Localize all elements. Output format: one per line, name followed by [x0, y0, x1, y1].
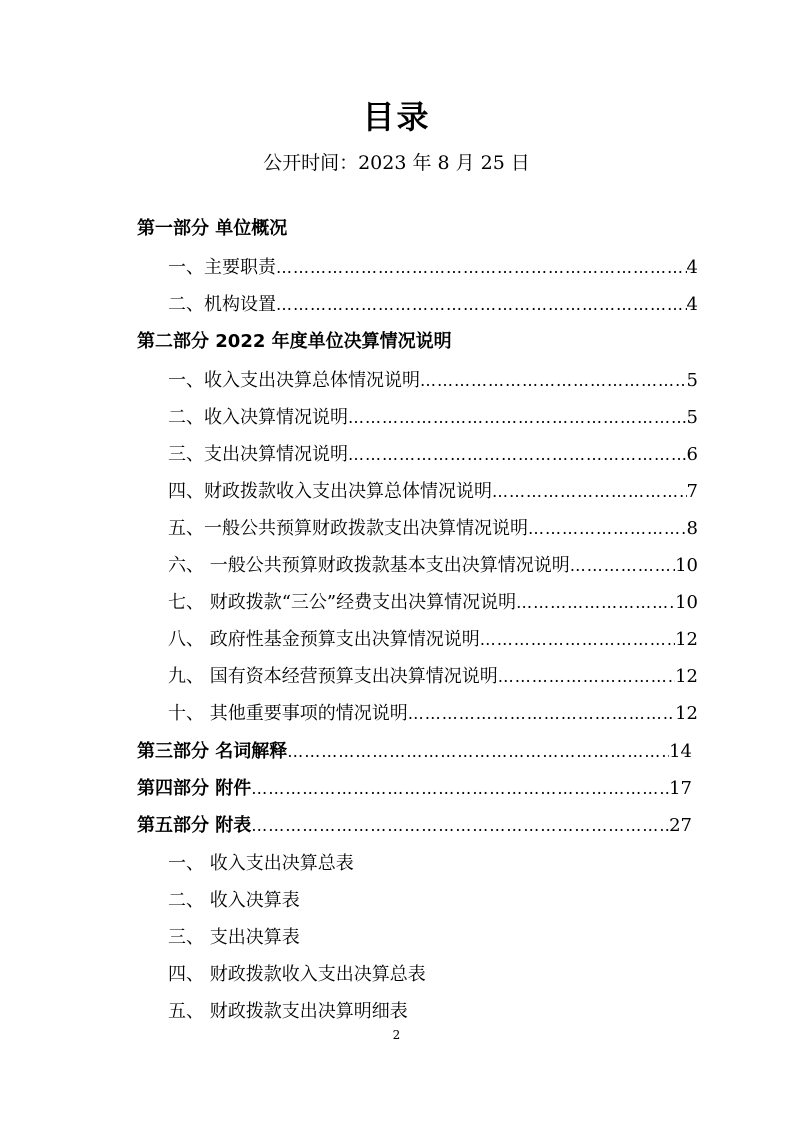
toc-page-number: 8: [686, 518, 698, 539]
toc-item-label: 三、支出决算情况说明: [168, 444, 348, 465]
toc-item-label: 九、 国有资本经营预算支出决算情况说明: [168, 666, 498, 687]
toc-part-5[interactable]: [137, 811, 692, 837]
toc-page-number: 4: [686, 257, 698, 278]
page-title: 目录: [362, 98, 431, 136]
toc-item-label: 六、 一般公共预算财政拨款基本支出决算情况说明: [168, 555, 570, 576]
toc-item-2-9[interactable]: [168, 662, 698, 688]
toc-leader-dots: [516, 593, 675, 612]
toc-leader-dots: [498, 667, 675, 686]
toc-item-label: 二、 收入决算表: [168, 890, 300, 911]
toc-item-label: 四、财政拨款收入支出决算总体情况说明: [168, 481, 492, 502]
toc-part-label: 第二部分 2022 年度单位决算情况说明: [137, 331, 452, 352]
toc-item-label: 五、一般公共预算财政拨款支出决算情况说明: [168, 518, 528, 539]
toc-item-label: 二、机构设置: [168, 294, 276, 315]
toc-table-4[interactable]: [168, 960, 568, 986]
toc-page-number: 7: [686, 481, 698, 502]
toc-part-3[interactable]: [137, 737, 692, 763]
toc-part-label: 第三部分 名词解释: [137, 741, 288, 762]
toc-item-label: 四、 财政拨款收入支出决算总表: [168, 964, 426, 985]
publish-date: 公开时间：2023 年 8 月 25 日: [263, 152, 530, 174]
toc-page-number: 12: [675, 703, 698, 724]
toc-page-number: 27: [669, 815, 692, 836]
toc-leader-dots: [480, 630, 675, 649]
toc-item-label: 七、 财政拨款“三公”经费支出决算情况说明: [168, 592, 517, 613]
toc-page-number: 6: [686, 444, 698, 465]
toc-item-label: 三、 支出决算表: [168, 927, 300, 948]
toc-item-organization[interactable]: [168, 290, 698, 316]
toc-table-2[interactable]: [168, 886, 568, 912]
toc-leader-dots: [251, 779, 669, 798]
toc-table-1[interactable]: [168, 849, 568, 875]
toc-leader-dots: [570, 556, 675, 575]
toc-item-2-8[interactable]: [168, 625, 698, 651]
toc-part-1[interactable]: [137, 214, 697, 240]
page-number: 2: [392, 1028, 401, 1042]
toc-item-2-1[interactable]: [168, 366, 698, 392]
toc-page-number: 10: [675, 592, 698, 613]
toc-part-label: 第五部分 附表: [137, 815, 252, 836]
toc-leader-dots: [348, 408, 687, 427]
toc-item-label: 五、 财政拨款支出决算明细表: [168, 1001, 408, 1022]
toc-item-label: 一、主要职责: [168, 257, 276, 278]
toc-table-5[interactable]: [168, 997, 568, 1023]
toc-page-number: 4: [686, 294, 698, 315]
toc-page-number: 5: [686, 407, 698, 428]
toc-page-number: 5: [686, 370, 698, 391]
toc-item-label: 一、收入支出决算总体情况说明: [168, 370, 420, 391]
toc-page-number: 14: [669, 741, 692, 762]
toc-part-2[interactable]: [137, 327, 697, 353]
toc-page-number: 10: [675, 555, 698, 576]
toc-page-number: 12: [675, 666, 698, 687]
toc-part-label: 第四部分 附件: [137, 778, 252, 799]
toc-page-number: 17: [669, 778, 692, 799]
toc-item-2-7[interactable]: [168, 588, 698, 614]
toc-item-2-5[interactable]: [168, 514, 698, 540]
toc-item-label: 二、收入决算情况说明: [168, 407, 348, 428]
toc-leader-dots: [276, 295, 687, 314]
toc-leader-dots: [251, 816, 669, 835]
toc-item-2-4[interactable]: [168, 477, 698, 503]
toc-leader-dots: [287, 742, 669, 761]
toc-leader-dots: [348, 445, 687, 464]
toc-leader-dots: [276, 258, 687, 277]
toc-item-2-3[interactable]: [168, 440, 698, 466]
toc-table-3[interactable]: [168, 923, 568, 949]
toc-leader-dots: [492, 482, 687, 501]
toc-item-2-10[interactable]: [168, 699, 698, 725]
toc-item-label: 十、 其他重要事项的情况说明: [168, 703, 408, 724]
toc-item-2-6[interactable]: [168, 551, 698, 577]
toc-part-4[interactable]: [137, 774, 692, 800]
toc-leader-dots: [528, 519, 687, 538]
toc-item-label: 八、 政府性基金预算支出决算情况说明: [168, 629, 480, 650]
toc-item-duties[interactable]: [168, 253, 698, 279]
toc-leader-dots: [408, 704, 675, 723]
toc-item-label: 一、 收入支出决算总表: [168, 853, 354, 874]
toc-part-label: 第一部分 单位概况: [137, 218, 288, 239]
toc-leader-dots: [420, 371, 687, 390]
toc-item-2-2[interactable]: [168, 403, 698, 429]
toc-page-number: 12: [675, 629, 698, 650]
